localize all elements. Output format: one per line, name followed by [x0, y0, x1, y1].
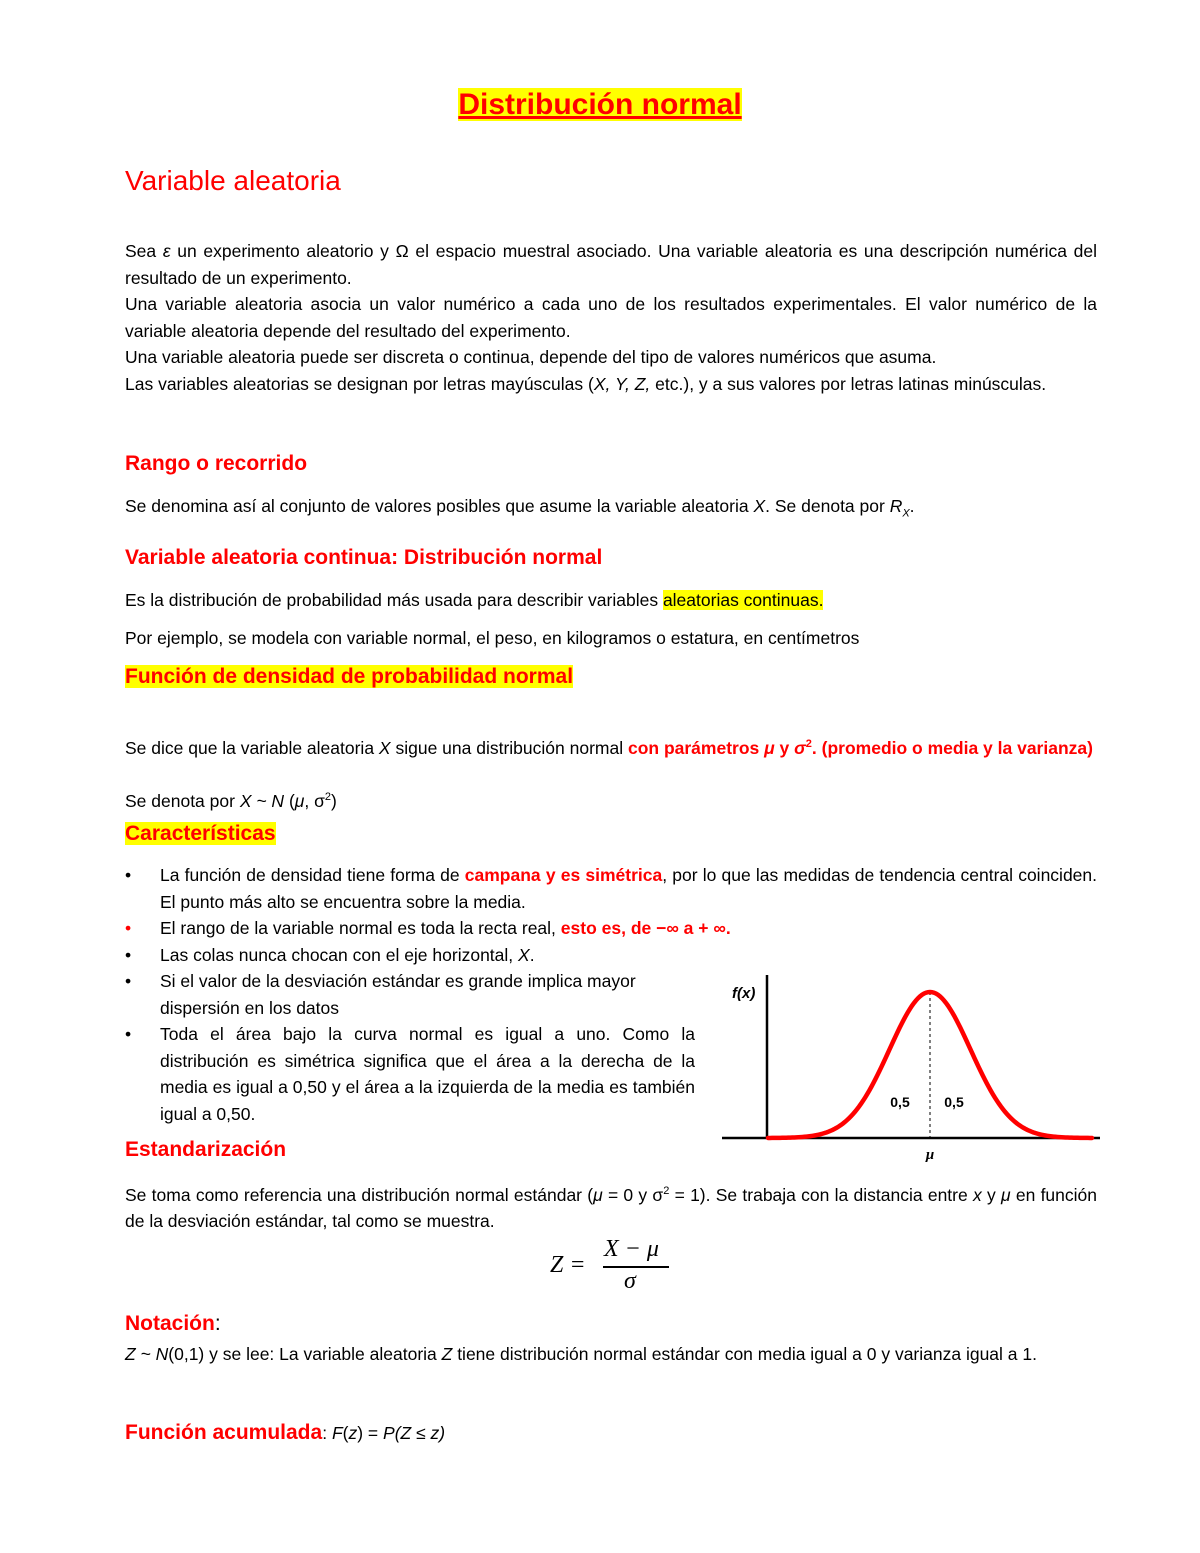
bullet-icon: •: [125, 971, 132, 991]
list-item: • La función de densidad tiene forma de campana y es simétrica, por lo que las medidas de tendencia central coinciden. El punto más alto se encuentra sobre la media.: [125, 862, 1097, 915]
fraction-bar: [603, 1266, 669, 1268]
paragraph-mas-usada: Es la distribución de probabilidad más usada para describir variables aleatorias continuas.: [125, 590, 824, 610]
list-item: • El rango de la variable normal es toda la recta real, esto es, de −∞ a + ∞.: [125, 915, 1097, 942]
heading-continua: Variable aleatoria continua: Distribución normal: [125, 546, 603, 569]
bullet-icon: •: [125, 865, 132, 885]
area-label-right: 0,5: [944, 1094, 964, 1110]
formula-numerator: X − μ: [604, 1236, 659, 1262]
heading-estandarizacion: Estandarización: [125, 1138, 287, 1161]
x-tick-mu: μ: [925, 1147, 935, 1163]
bullet-icon: •: [125, 918, 132, 938]
y-axis-label: f(x): [732, 985, 756, 1002]
paragraph-notacion: Z ~ N(0,1) y se lee: La variable aleatoria Z tiene distribución normal estándar con media igual a 0 y varianza igual a 1.: [125, 1344, 1037, 1364]
heading-funcion-acumulada: Función acumulada: F(z) = P(Z ≤ z): [125, 1421, 446, 1444]
list-item: • Si el valor de la desviación estándar es grande implica mayor dispersión en los datos: [125, 968, 695, 1021]
paragraph-se-denota: Se denota por X ~ N (μ, $\sigma^2$): [125, 790, 337, 811]
heading-funcion-densidad: Función de densidad de probabilidad normal: [125, 665, 574, 688]
normal-curve-chart: [722, 970, 1100, 1168]
paragraph-estandarizacion: Se toma como referencia una distribución normal estándar (μ = 0 y $\sigma^2 = 1$). Se trabaja con la distancia entre x y μ en función de la desviación estándar, tal como se muestra.: [125, 1184, 1097, 1232]
bullet-list-2: [125, 968, 695, 1127]
bullet-icon: •: [125, 1024, 132, 1044]
bullet-list-1: [125, 862, 1097, 968]
heading-notacion: Notación:: [125, 1312, 221, 1335]
area-label-left: 0,5: [890, 1094, 910, 1110]
paragraph-asocia: Una variable aleatoria asocia un valor numérico a cada uno de los resultados experimentales. El valor numérico de la variable aleatoria depende del resultado del experimento.: [125, 294, 1097, 341]
heading-variable-aleatoria: Variable aleatoria: [125, 165, 341, 196]
formula-denominator: σ: [624, 1268, 636, 1294]
paragraph-ejemplo: Por ejemplo, se modela con variable normal, el peso, en kilogramos o estatura, en centímetros: [125, 628, 860, 648]
paragraph-designan: Las variables aleatorias se designan por letras mayúsculas (X, Y, Z, etc.), y a sus valores por letras latinas minúsculas.: [125, 374, 1047, 394]
list-item: • Toda el área bajo la curva normal es igual a uno. Como la distribución es simétrica significa que el área a la derecha de la media es igual a 0,50 y el área a la izquierda de la media es también igual a 0,50.: [125, 1021, 695, 1127]
document-title: Distribución normal: [458, 88, 742, 121]
heading-caracteristicas: Características: [125, 822, 276, 845]
bullet-icon: •: [125, 944, 132, 965]
paragraph-definition: Sea ε un experimento aleatorio y Ω el espacio muestral asociado. Una variable aleatoria es una descripción numérica del resultado de un experimento.: [125, 241, 1097, 288]
list-item: • Las colas nunca chocan con el eje horizontal, X.: [125, 942, 1097, 969]
paragraph-rango: Se denomina así al conjunto de valores posibles que asume la variable aleatoria X. Se denota por $R_X$.: [125, 496, 915, 520]
heading-rango: Rango o recorrido: [125, 452, 308, 475]
formula-lhs: Z =: [550, 1252, 586, 1278]
paragraph-parametros: Se dice que la variable aleatoria X sigue una distribución normal con parámetros μ y $\sigma^2$. (promedio o media y la varianza): [125, 737, 1093, 758]
paragraph-discreta: Una variable aleatoria puede ser discreta o continua, depende del tipo de valores numéricos que asuma.: [125, 347, 937, 367]
z-formula: [548, 1236, 678, 1298]
